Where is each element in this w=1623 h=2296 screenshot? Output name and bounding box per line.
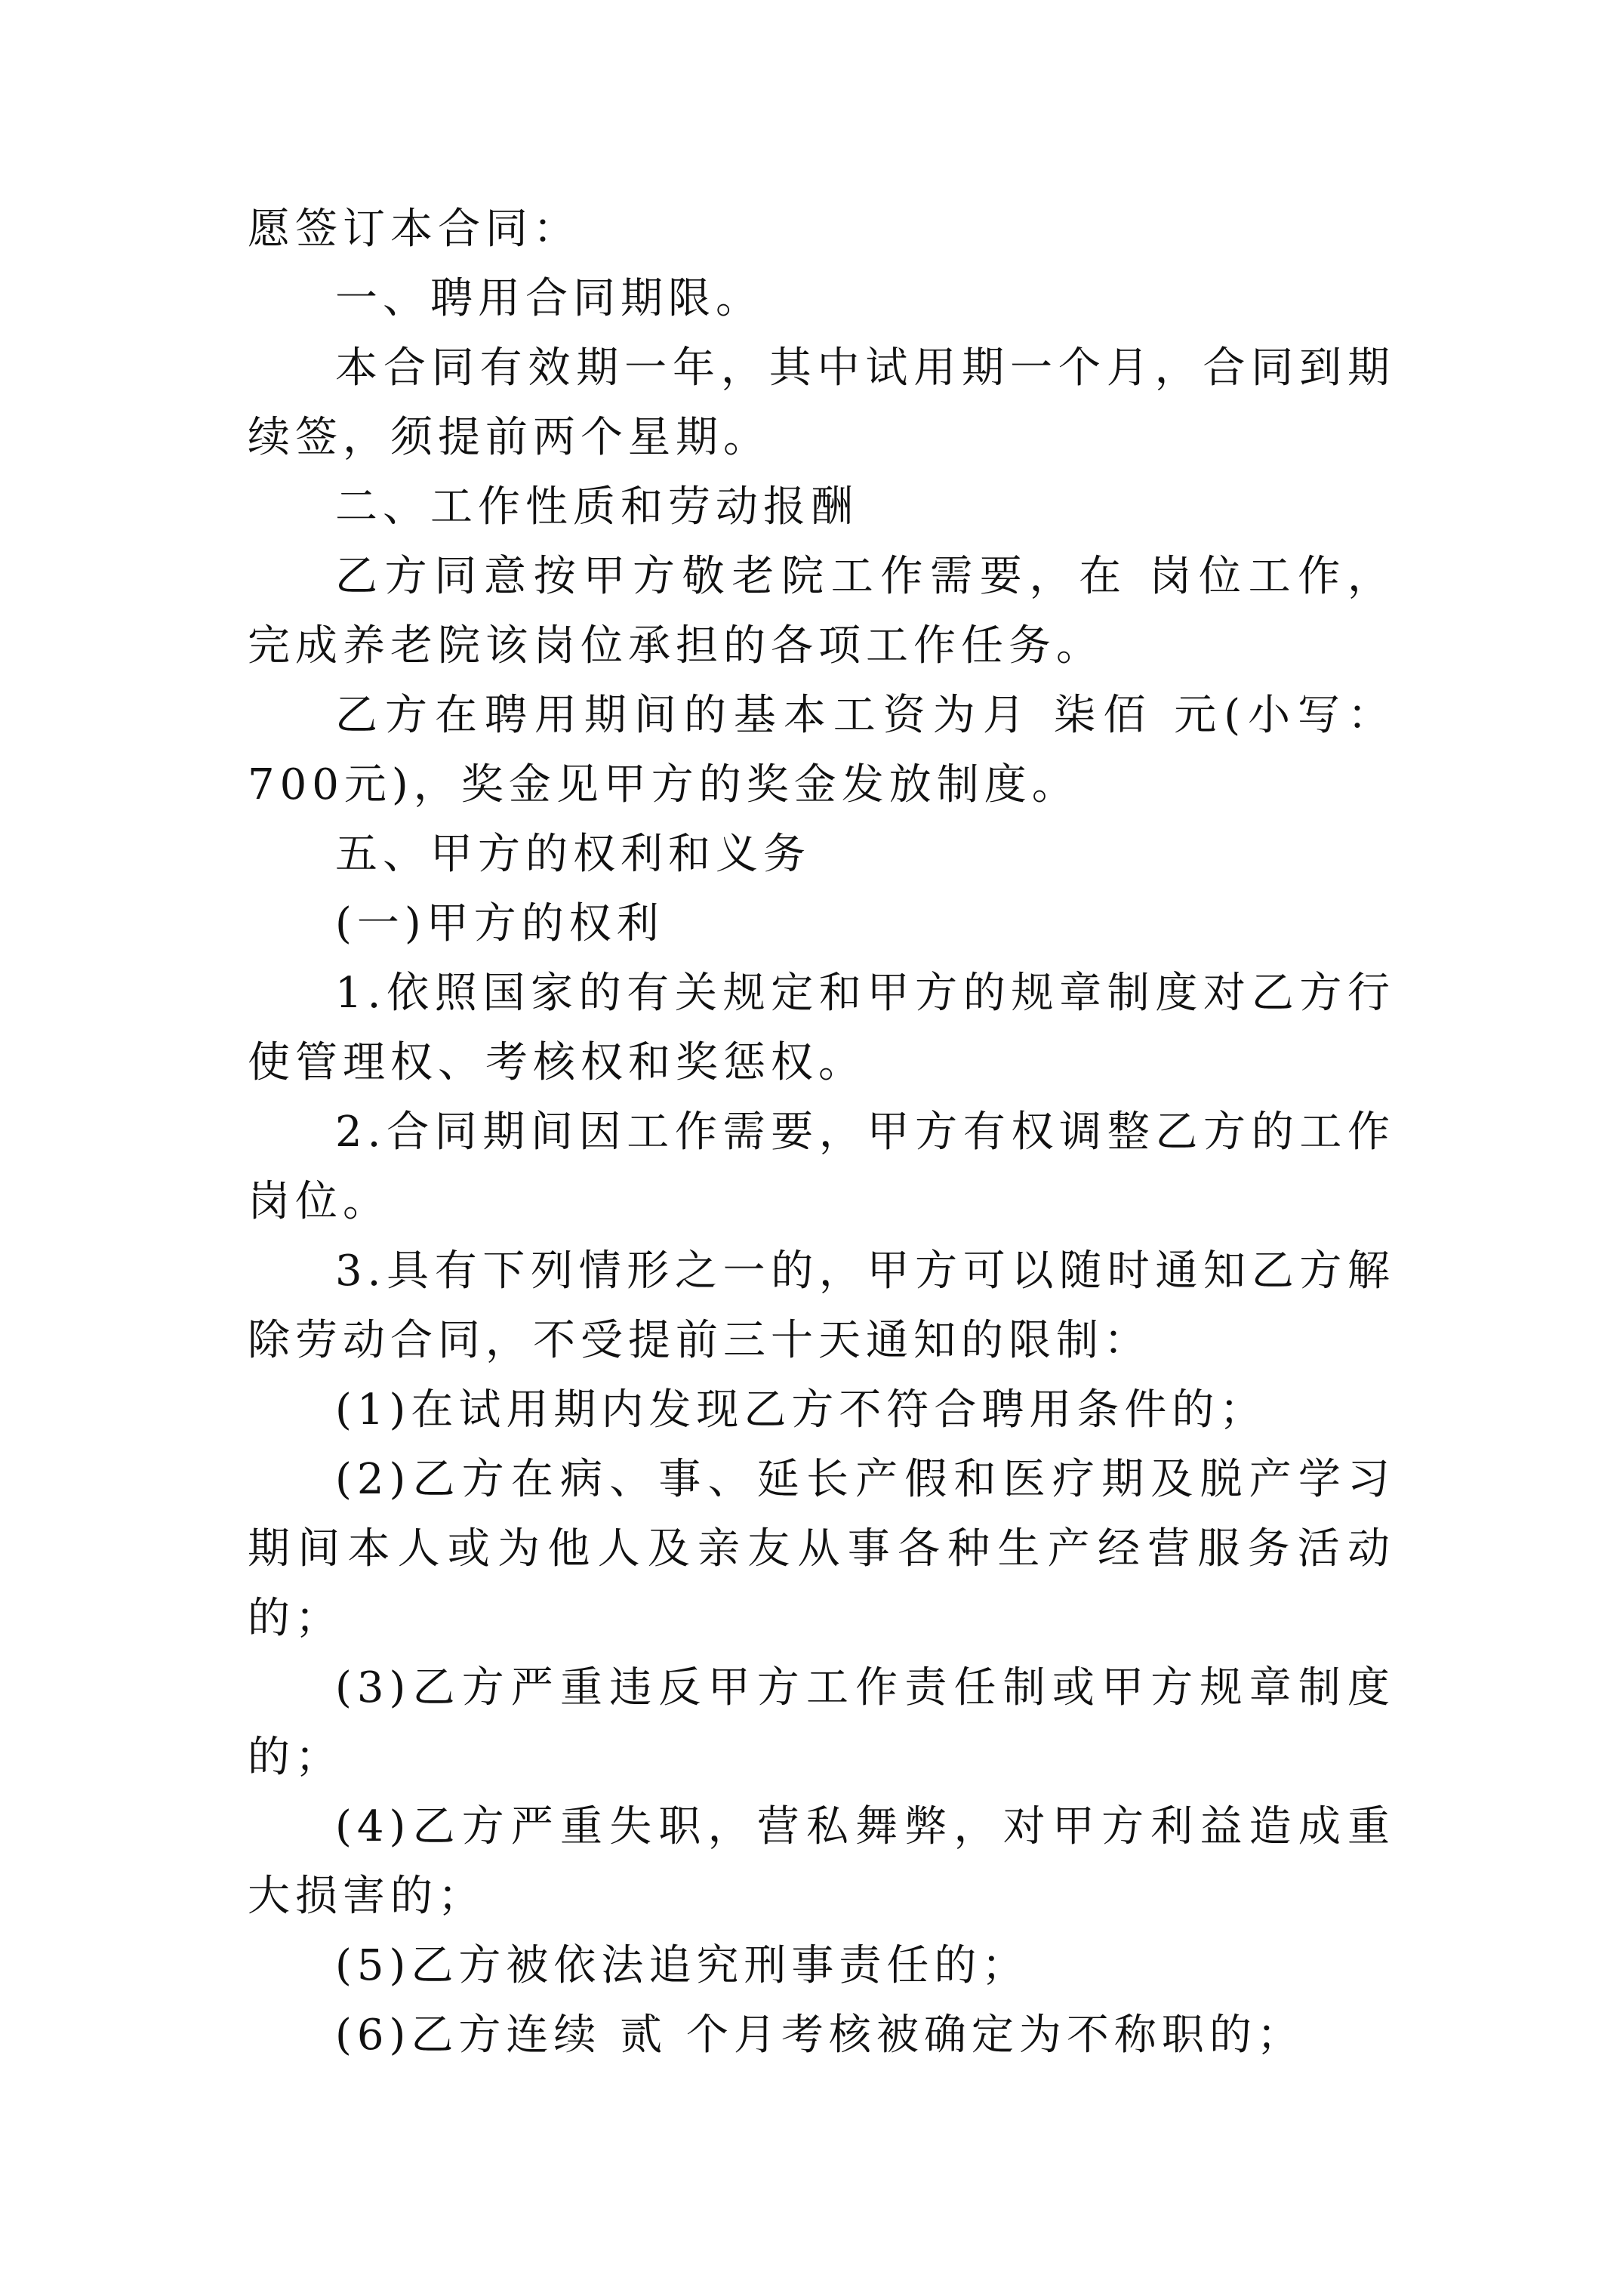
paragraph-subitem-4: (4)乙方严重失职，营私舞弊，对甲方利益造成重大损害的； bbox=[248, 1802, 1395, 1921]
paragraph-salary: 乙方在聘用期间的基本工资为月 柒佰 元(小写：700元)，奖金见甲方的奖金发放制度。 bbox=[248, 691, 1395, 809]
paragraph-subitem-5: (5)乙方被依法追究刑事责任的； bbox=[335, 1941, 1030, 1990]
paragraph-contract-term: 本合同有效期一年，其中试用期一个月，合同到期续签，须提前两个星期。 bbox=[248, 344, 1395, 462]
paragraph-heading-party-a-rights-duties: 五、甲方的权利和义务 bbox=[335, 830, 811, 879]
paragraph-opening: 愿签订本合同： bbox=[248, 205, 581, 254]
paragraph-item-2: 2.合同期间因工作需要，甲方有权调整乙方的工作岗位。 bbox=[248, 1108, 1395, 1226]
paragraph-subitem-2: (2)乙方在病、事、延长产假和医疗期及脱产学习期间本人或为他人及亲友从事各种生产经营服务活动的； bbox=[248, 1455, 1395, 1643]
paragraph-work-duties: 乙方同意按甲方敬老院工作需要，在 岗位工作，完成养老院该岗位承担的各项工作任务。 bbox=[248, 552, 1395, 670]
paragraph-item-3: 3.具有下列情形之一的，甲方可以随时通知乙方解除劳动合同，不受提前三十天通知的限制： bbox=[248, 1247, 1395, 1365]
paragraph-item-1: 1.依照国家的有关规定和甲方的规章制度对乙方行使管理权、考核权和奖惩权。 bbox=[248, 969, 1395, 1087]
paragraph-subitem-6: (6)乙方连续 贰 个月考核被确定为不称职的； bbox=[335, 2011, 1304, 2060]
paragraph-heading-work-and-pay: 二、工作性质和劳动报酬 bbox=[335, 482, 858, 532]
paragraph-heading-contract-term: 一、聘用合同期限。 bbox=[335, 274, 763, 323]
paragraph-subitem-3: (3)乙方严重违反甲方工作责任制或甲方规章制度的； bbox=[248, 1663, 1395, 1782]
paragraph-heading-party-a-rights: (一)甲方的权利 bbox=[335, 899, 664, 948]
document-body bbox=[248, 195, 1395, 2070]
paragraph-subitem-1: (1)在试用期内发现乙方不符合聘用条件的； bbox=[335, 1385, 1267, 1435]
